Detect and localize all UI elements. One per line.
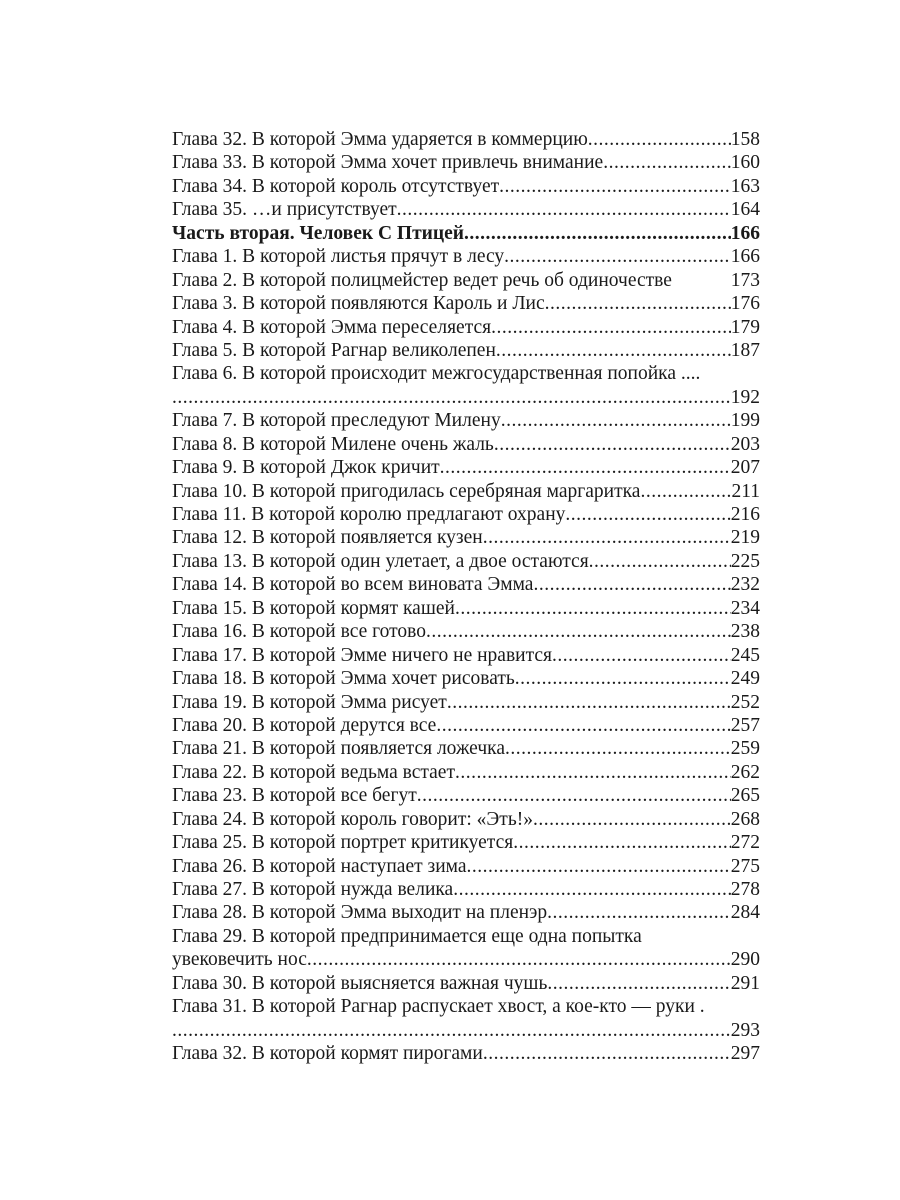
toc-leader-dots: [172, 386, 731, 409]
toc-entry: [172, 1019, 760, 1042]
toc-page-number: 278: [730, 879, 760, 900]
toc-page-number: 238: [730, 621, 760, 643]
toc-page-number: 216: [730, 504, 760, 525]
toc-leader-dots: [603, 151, 731, 174]
toc-page-number: 173: [730, 269, 760, 291]
toc-page-number: 290: [730, 949, 760, 971]
toc-leader-dots: [426, 620, 731, 643]
toc-entry-title: Глава 12. В которой появляется кузен: [172, 527, 483, 549]
toc-leader-dots: [307, 948, 731, 971]
toc-entry-title: Глава 10. В которой пригодилась серебряная маргаритка: [172, 480, 641, 502]
toc-entry: [172, 292, 760, 315]
toc-page-number: 262: [730, 761, 760, 783]
toc-page-number: 166: [730, 222, 760, 244]
toc-page-number: 257: [730, 714, 760, 736]
toc-page-number: 252: [730, 691, 760, 713]
toc-entry-title: Глава 16. В которой все готово: [172, 621, 426, 643]
toc-page-number: 211: [731, 480, 760, 502]
toc-leader-dots: [455, 597, 731, 620]
toc-entry-title: Глава 35. …и присутствует: [172, 199, 397, 221]
toc-entry: [172, 573, 760, 596]
toc-page-number: 234: [730, 597, 760, 619]
toc-page-number: 158: [730, 129, 760, 150]
toc-entry-title: Глава 13. В которой один улетает, а двое остаются: [172, 550, 589, 572]
toc-leader-dots: [496, 339, 731, 362]
toc-entry: [172, 316, 760, 339]
toc-entry: [172, 198, 760, 221]
toc-entry-title: Глава 14. В которой во всем виновата Эмма: [172, 574, 534, 596]
toc-entry-title: Глава 28. В которой Эмма выходит на пленэр: [172, 902, 548, 924]
toc-entry: [172, 480, 760, 503]
toc-entry-title: Глава 8. В которой Милене очень жаль: [172, 433, 494, 455]
toc-entry-title: Глава 21. В которой появляется ложечка: [172, 738, 505, 760]
toc-entry: [172, 808, 760, 831]
toc-page-number: 199: [730, 410, 760, 432]
toc-entry-title: Глава 20. В которой дерутся все: [172, 714, 437, 736]
toc-leader-dots: [552, 644, 731, 667]
toc-entry: [172, 691, 760, 714]
toc-entry-title: Глава 2. В которой полицмейстер ведет речь об одиночестве: [172, 269, 672, 291]
toc-page-number: 225: [730, 550, 760, 572]
toc-leader-dots: [589, 550, 731, 573]
toc-page-number: 192: [730, 386, 760, 408]
toc-entry-title: Глава 30. В которой выясняется важная чушь: [172, 972, 548, 994]
toc-page-number: 164: [730, 199, 760, 221]
toc-entry-title: Часть вторая. Человек С Птицей: [172, 222, 465, 244]
toc-entry-title: Глава 1. В которой листья прячут в лесу: [172, 246, 505, 268]
toc-entry: [172, 667, 760, 690]
toc-entry: [172, 901, 760, 924]
toc-entry-title: Глава 3. В которой появляются Кароль и Лис: [172, 293, 545, 315]
toc-entry-title: Глава 29. В которой предпринимается еще одна попытка: [172, 925, 642, 947]
toc-entry: [172, 175, 760, 198]
toc-entry: [172, 409, 760, 432]
toc-page-number: 291: [730, 972, 760, 994]
toc-leader-dots: [483, 1042, 731, 1065]
toc-entry: [172, 831, 760, 854]
toc-entry: [172, 503, 760, 526]
toc-leader-dots: [640, 480, 731, 503]
toc-page-number: 249: [730, 668, 760, 690]
toc-entry-title: Глава 22. В которой ведьма встает: [172, 761, 455, 783]
toc-leader-dots: [588, 128, 731, 151]
toc-leader-dots: [533, 808, 731, 831]
toc-leader-dots: [483, 526, 731, 549]
toc-entry-title: Глава 25. В которой портрет критикуется: [172, 832, 514, 854]
toc-page-number: 219: [730, 527, 760, 549]
toc-page-number: 176: [730, 293, 760, 315]
toc-entry: [172, 972, 760, 995]
toc-page-number: 179: [730, 316, 760, 338]
toc-leader-dots: [499, 175, 731, 198]
toc-entry-title: Глава 32. В которой кормят пирогами: [172, 1043, 483, 1065]
toc-entry: [172, 526, 760, 549]
toc-page-number: 160: [730, 152, 760, 174]
toc-entry-title: Глава 34. В которой король отсутствует: [172, 175, 500, 197]
toc-page-number: 293: [730, 1019, 760, 1041]
toc-entry-title: Глава 11. В которой королю предлагают охрану: [172, 504, 566, 525]
toc-leader-dots: [505, 737, 731, 760]
toc-page-number: 166: [730, 246, 760, 268]
toc-leader-dots: [533, 573, 730, 596]
toc-entry-title: Глава 18. В которой Эмма хочет рисовать: [172, 668, 515, 690]
toc-leader-dots: [494, 433, 731, 456]
toc-page-number: 203: [730, 433, 760, 455]
toc-leader-dots: [172, 1019, 731, 1042]
toc-page-number: 275: [730, 855, 760, 877]
toc-leader-dots: [397, 198, 731, 221]
toc-leader-dots: [491, 316, 731, 339]
toc-entry-title: Глава 15. В которой кормят кашей: [172, 597, 455, 619]
toc-page-number: 245: [730, 644, 760, 666]
toc-leader-dots: [515, 667, 731, 690]
toc-entry: [172, 995, 760, 1018]
toc-entry: [172, 784, 760, 807]
toc-page-number: 272: [730, 832, 760, 854]
toc-entry: [172, 269, 760, 292]
table-of-contents: [172, 128, 760, 1066]
toc-entry-title: Глава 24. В которой король говорит: «Эть!»: [172, 808, 533, 830]
toc-entry: [172, 644, 760, 667]
toc-entry: [172, 386, 760, 409]
toc-entry: [172, 948, 760, 971]
toc-entry: [172, 925, 760, 948]
toc-leader-dots: [547, 901, 731, 924]
toc-entry: [172, 878, 760, 901]
toc-leader-dots: [513, 831, 731, 854]
toc-leader-dots: [504, 245, 731, 268]
toc-entry: [172, 151, 760, 174]
toc-page-number: 284: [730, 902, 760, 924]
toc-entry: [172, 597, 760, 620]
toc-entry: [172, 456, 760, 479]
toc-entry: [172, 245, 760, 268]
toc-entry-title: Глава 32. В которой Эмма ударяется в коммерцию: [172, 129, 588, 150]
toc-entry: [172, 128, 760, 151]
toc-leader-dots: [501, 409, 731, 432]
toc-leader-dots: [545, 292, 731, 315]
toc-entry: [172, 855, 760, 878]
toc-leader-dots: [547, 972, 730, 995]
toc-page-number: 232: [730, 574, 760, 596]
toc-entry-title: Глава 31. В которой Рагнар распускает хвост, а кое-кто — руки .: [172, 996, 705, 1018]
toc-entry-title: Глава 6. В которой происходит межгосударственная попойка ....: [172, 363, 701, 385]
toc-page-number: 268: [730, 808, 760, 830]
toc-entry-title: Глава 23. В которой все бегут: [172, 785, 417, 807]
toc-entry-title: Глава 27. В которой нужда велика: [172, 879, 454, 900]
toc-entry: [172, 761, 760, 784]
toc-entry: [172, 714, 760, 737]
toc-entry: [172, 339, 760, 362]
toc-entry: [172, 620, 760, 643]
toc-leader-dots: [436, 714, 730, 737]
toc-entry-title: Глава 17. В которой Эмме ничего не нравится: [172, 644, 552, 666]
toc-leader-dots: [447, 691, 731, 714]
toc-entry-title: увековечить нос: [172, 949, 307, 971]
toc-entry: [172, 550, 760, 573]
toc-leader-dots: [467, 855, 731, 878]
toc-page-number: 163: [730, 175, 760, 197]
toc-entry-title: Глава 26. В которой наступает зима: [172, 855, 467, 877]
toc-page-number: 187: [730, 339, 760, 361]
toc-leader-dots: [455, 761, 731, 784]
toc-entry: [172, 433, 760, 456]
toc-entry-title: Глава 9. В которой Джок кричит: [172, 457, 440, 479]
toc-entry-title: Глава 4. В которой Эмма переселяется: [172, 316, 492, 338]
toc-part-heading: [172, 222, 760, 245]
toc-entry-title: Глава 5. В которой Рагнар великолепен: [172, 339, 496, 361]
toc-leader-dots: [440, 456, 731, 479]
toc-leader-dots: [417, 784, 731, 807]
toc-entry-title: Глава 33. В которой Эмма хочет привлечь внимание: [172, 152, 604, 174]
toc-page-number: 259: [730, 738, 760, 760]
toc-entry-title: Глава 19. В которой Эмма рисует: [172, 691, 447, 713]
toc-entry: [172, 1042, 760, 1065]
toc-leader-dots: [453, 878, 731, 901]
toc-page-number: 297: [730, 1043, 760, 1065]
toc-entry: [172, 362, 760, 385]
toc-page-number: 207: [730, 457, 760, 479]
toc-page-number: 265: [730, 785, 760, 807]
toc-entry-title: Глава 7. В которой преследуют Милену: [172, 410, 501, 432]
toc-leader-dots: [565, 503, 730, 526]
toc-entry: [172, 737, 760, 760]
toc-leader-dots: [464, 222, 731, 245]
